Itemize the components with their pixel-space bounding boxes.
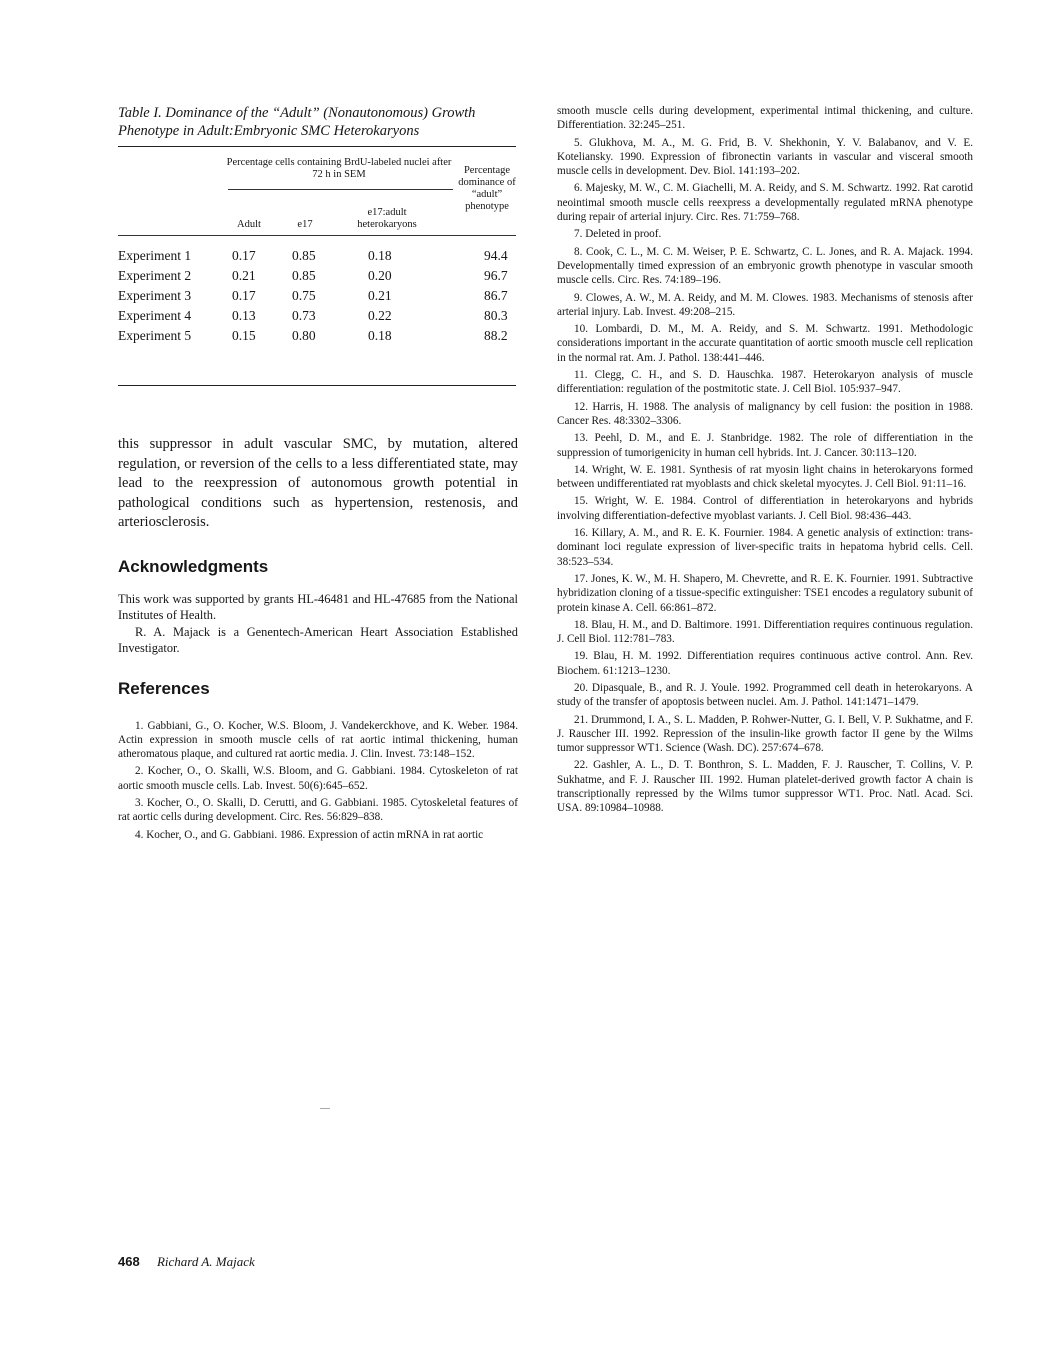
cell-e17: 0.73 bbox=[292, 308, 316, 323]
left-column bbox=[118, 104, 518, 845]
reference-item: 12. Harris, H. 1988. The analysis of malignancy by cell fusion: the position in 1988. Cancer Res. 48:3302–3306. bbox=[557, 400, 973, 427]
row-label: Experiment 4 bbox=[118, 308, 192, 323]
reference-item: 6. Majesky, M. W., C. M. Giachelli, M. A. Reidy, and S. M. Schwartz. 1992. Rat carotid neointimal smooth muscle cells reexpress a developmentally regulated mRNA phenotype during repair of arterial injury. Circ. Res. 71:759–768. bbox=[557, 182, 973, 224]
cell-adult: 0.17 bbox=[232, 248, 256, 263]
reference-item: 22. Gashler, A. L., D. T. Bonthron, S. L. Madden, F. J. Rauscher, T. Collins, V. P. Sukhatme, and F. J. Rauscher III. 1992. Human platelet-derived growth factor A chain is transcriptionally repressed by the Wilms tumor suppressor WT1. Proc. Natl. Acad. Sci. USA. 89:10984–10988. bbox=[557, 759, 973, 815]
cell-percentage: 86.7 bbox=[484, 288, 508, 303]
body-paragraph: this suppressor in adult vascular SMC, by mutation, altered regulation, or reversion of the cells to a less differentiated state, may lead to the reexpression of autonomous growth potential in pathological conditions such as hypertension, restenosis, and arteriosclerosis. bbox=[118, 436, 518, 530]
reference-item: 20. Dipasquale, B., and R. J. Youle. 1992. Programmed cell death in heterokaryons. A study of the transfer of apoptosis between nuclei. Am. J. Pathol. 141:1471–1479. bbox=[557, 681, 973, 709]
cell-e17: 0.75 bbox=[292, 288, 316, 303]
table-row bbox=[118, 247, 516, 265]
cell-e17: 0.85 bbox=[292, 268, 316, 283]
table-bottom-rule bbox=[118, 385, 516, 386]
reference-item: 4. Kocher, O., and G. Gabbiani. 1986. Expression of actin mRNA in rat aortic bbox=[135, 828, 484, 841]
references-list-right bbox=[557, 104, 973, 816]
cell-percentage: 94.4 bbox=[484, 248, 508, 263]
table-header-adult: Adult bbox=[237, 219, 261, 230]
references-list-left bbox=[118, 719, 518, 842]
reference-item: 7. Deleted in proof. bbox=[574, 228, 662, 241]
cell-adult: 0.17 bbox=[232, 288, 256, 303]
cell-heterokaryons: 0.18 bbox=[368, 328, 392, 343]
reference-item: 2. Kocher, O., O. Skalli, W.S. Bloom, and G. Gabbiani. 1984. Cytoskeleton of rat aortic smooth muscle cells. Lab. Invest. 50(6):645–652. bbox=[118, 765, 518, 792]
cell-adult: 0.21 bbox=[232, 268, 256, 283]
reference-item: 21. Drummond, I. A., S. L. Madden, P. Rohwer-Nutter, G. I. Bell, V. P. Sukhatme, and F. J. Rauscher III. 1992. Repression of the insulin-like growth factor II gene by the Wilms tumor suppressor WT1. Science (Wash. DC). 257:674–678. bbox=[557, 713, 973, 755]
row-label: Experiment 2 bbox=[118, 268, 192, 283]
reference-item: 8. Cook, C. L., M. C. M. Weiser, P. E. Schwartz, C. L. Jones, and R. A. Majack. 1994. Developmentally timed expression of an embryonic growth phenotype in vascular smooth muscle cells. Circ. Res. 74:189–196. bbox=[557, 245, 973, 287]
reference-item: 17. Jones, K. W., M. H. Shapero, M. Chevrette, and R. E. K. Fournier. 1991. Subtractive hybridization cloning of a tissue-specific extinguisher: TSE1 encodes a regulatory subunit of protein kinase A. Cell. 66:861–872. bbox=[557, 572, 973, 614]
references-heading: References bbox=[118, 678, 210, 698]
row-label: Experiment 1 bbox=[118, 248, 192, 263]
cell-percentage: 80.3 bbox=[484, 308, 508, 323]
table-group-rule bbox=[228, 189, 453, 190]
table-header-percentage: Percentage dominance of “adult” phenotype bbox=[458, 165, 516, 212]
cell-heterokaryons: 0.22 bbox=[368, 308, 392, 323]
reference-item: 9. Clowes, A. W., M. A. Reidy, and M. M. Clowes. 1983. Mechanisms of stenosis after arterial injury. Lab. Invest. 49:208–215. bbox=[557, 291, 973, 318]
reference-item: 1. Gabbiani, G., O. Kocher, W.S. Bloom, J. Vandekerckhove, and K. Weber. 1984. Actin expression in smooth muscle cells of rat aortic intimal thickening, human atheromatous plaque, and cultured rat aortic media. J. Clin. Invest. 73:148–152. bbox=[118, 719, 518, 761]
page-number: 468 bbox=[118, 1254, 140, 1269]
cell-heterokaryons: 0.21 bbox=[368, 288, 392, 303]
cell-e17: 0.80 bbox=[292, 328, 316, 343]
reference-item: 3. Kocher, O., O. Skalli, D. Cerutti, and G. Gabbiani. 1985. Cytoskeletal features of rat aortic cells during development. Circ. Res. 56:829–838. bbox=[118, 796, 518, 824]
cell-e17: 0.85 bbox=[292, 248, 316, 263]
acknowledgments-grants: This work was supported by grants HL-46481 and HL-47685 from the National Institutes of Health. bbox=[118, 591, 518, 622]
stray-mark bbox=[320, 1108, 330, 1109]
table-row bbox=[118, 327, 516, 345]
table-row bbox=[118, 307, 516, 325]
data-table bbox=[118, 147, 518, 387]
table-row bbox=[118, 267, 516, 285]
cell-adult: 0.13 bbox=[232, 308, 256, 323]
table-caption: Table I. Dominance of the “Adult” (Nonautonomous) Growth Phenotype in Adult:Embryonic SMC Heterokaryons bbox=[118, 105, 476, 139]
cell-heterokaryons: 0.18 bbox=[368, 248, 392, 263]
row-label: Experiment 5 bbox=[118, 328, 192, 343]
cell-heterokaryons: 0.20 bbox=[368, 268, 392, 283]
cell-percentage: 96.7 bbox=[484, 268, 508, 283]
reference-item: 14. Wright, W. E. 1981. Synthesis of rat myosin light chains in heterokaryons formed between undifferentiated rat myoblasts and chick skeletal myocytes. J. Cell Biol. 91:11–16. bbox=[557, 463, 973, 491]
reference-continuation: smooth muscle cells during development, experimental intimal thickening, and culture. Differentiation. 32:245–251. bbox=[557, 105, 973, 132]
table-header-e17: e17 bbox=[297, 219, 313, 230]
reference-item: 18. Blau, H. M., and D. Baltimore. 1991. Differentiation requires continuous regulation. J. Cell Biol. 112:781–783. bbox=[557, 618, 973, 646]
reference-item: 11. Clegg, C. H., and S. D. Hauschka. 1987. Heterokaryon analysis of muscle differentiation: regulation of the postmitotic state. J. Cell Biol. 105:937–947. bbox=[557, 369, 973, 396]
cell-percentage: 88.2 bbox=[484, 328, 508, 343]
cell-adult: 0.15 bbox=[232, 328, 256, 343]
page-footer bbox=[118, 1254, 255, 1270]
reference-item: 15. Wright, W. E. 1984. Control of differentiation in heterokaryons and hybrids involving differentiation-defective myoblast variants. J. Cell Biol. 98:436–443. bbox=[557, 495, 973, 522]
acknowledgments-investigator: R. A. Majack is a Genentech-American Heart Association Established Investigator. bbox=[118, 624, 518, 655]
reference-item: 16. Killary, A. M., and R. E. K. Fournier. 1984. A genetic analysis of extinction: trans-dominant loci regulate expression of liver-specific traits in hepatoma hybrid cells. Cell. 38:523–534. bbox=[557, 527, 973, 568]
right-column bbox=[557, 104, 973, 819]
table-group-header: Percentage cells containing BrdU-labeled nuclei after 72 h in SEM bbox=[226, 157, 452, 180]
row-label: Experiment 3 bbox=[118, 288, 192, 303]
table-row bbox=[118, 287, 516, 305]
reference-item: 19. Blau, H. M. 1992. Differentiation requires continuous active control. Ann. Rev. Biochem. 61:1213–1230. bbox=[557, 650, 973, 677]
reference-item: 10. Lombardi, D. M., M. A. Reidy, and S. M. Schwartz. 1991. Methodologic considerations important in the accurate quantitation of aortic smooth muscle cell replication in the normal rat. Am. J. Pathol. 138:441–446. bbox=[557, 323, 973, 364]
reference-item: 5. Glukhova, M. A., M. G. Frid, B. V. Shekhonin, Y. V. Balabanov, and V. E. Koteliansky. 1990. Expression of fibronectin variants in vascular and visceral smooth muscle cells in development. Dev. Biol. 141:193–202. bbox=[557, 136, 973, 178]
reference-item: 13. Peehl, D. M., and E. J. Stanbridge. 1982. The role of differentiation in the suppression of tumorigenicity in human cell hybrids. Int. J. Cancer. 30:113–120. bbox=[557, 432, 973, 459]
table-header-heterokaryons: e17:adult heterokaryons bbox=[357, 207, 417, 230]
table-header-rule bbox=[118, 235, 516, 236]
running-author: Richard A. Majack bbox=[156, 1254, 255, 1269]
acknowledgments-heading: Acknowledgments bbox=[118, 556, 269, 576]
